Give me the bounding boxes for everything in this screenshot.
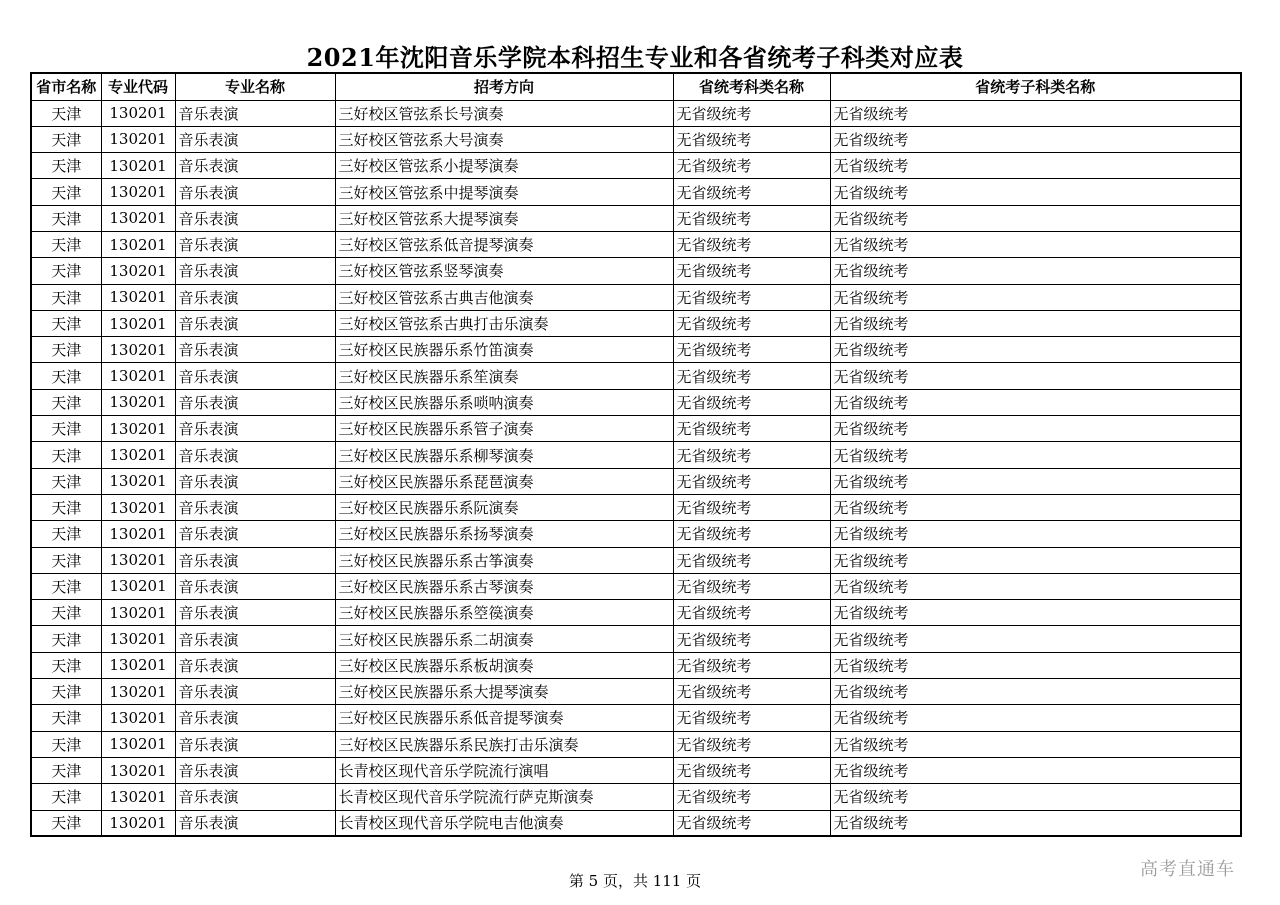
cell-subcategory: 无省级统考 [830,547,1241,573]
cell-code: 130201 [101,494,175,520]
page-number: 第 5 页，共 111 页 [568,872,702,890]
table-body [31,100,1241,836]
cell-major: 音乐表演 [175,284,335,310]
cell-code: 130201 [101,153,175,179]
cell-province: 天津 [31,416,101,442]
cell-major: 音乐表演 [175,442,335,468]
cell-subcategory: 无省级统考 [830,416,1241,442]
cell-province: 天津 [31,521,101,547]
cell-direction: 三好校区管弦系中提琴演奏 [335,179,673,205]
table-row [31,784,1241,810]
cell-category: 无省级统考 [673,679,830,705]
cell-province: 天津 [31,310,101,336]
cell-subcategory: 无省级统考 [830,731,1241,757]
cell-province: 天津 [31,547,101,573]
cell-major: 音乐表演 [175,521,335,547]
cell-major: 音乐表演 [175,679,335,705]
cell-major: 音乐表演 [175,205,335,231]
cell-province: 天津 [31,258,101,284]
table-row [31,231,1241,257]
cell-subcategory: 无省级统考 [830,573,1241,599]
column-header-code: 专业代码 [101,73,175,100]
cell-code: 130201 [101,389,175,415]
cell-category: 无省级统考 [673,573,830,599]
table-row [31,731,1241,757]
cell-major: 音乐表演 [175,547,335,573]
cell-major: 音乐表演 [175,416,335,442]
table-row [31,205,1241,231]
cell-code: 130201 [101,757,175,783]
cell-code: 130201 [101,705,175,731]
cell-subcategory: 无省级统考 [830,126,1241,152]
cell-category: 无省级统考 [673,521,830,547]
cell-province: 天津 [31,337,101,363]
cell-category: 无省级统考 [673,310,830,336]
cell-category: 无省级统考 [673,705,830,731]
cell-province: 天津 [31,205,101,231]
cell-direction: 长青校区现代音乐学院流行演唱 [335,757,673,783]
cell-direction: 三好校区民族器乐系板胡演奏 [335,652,673,678]
cell-subcategory: 无省级统考 [830,231,1241,257]
cell-subcategory: 无省级统考 [830,258,1241,284]
cell-major: 音乐表演 [175,705,335,731]
table-row [31,258,1241,284]
cell-category: 无省级统考 [673,442,830,468]
cell-major: 音乐表演 [175,573,335,599]
cell-category: 无省级统考 [673,494,830,520]
cell-province: 天津 [31,705,101,731]
column-header-direction: 招考方向 [335,73,673,100]
cell-direction: 三好校区民族器乐系竹笛演奏 [335,337,673,363]
cell-direction: 三好校区民族器乐系民族打击乐演奏 [335,731,673,757]
cell-subcategory: 无省级统考 [830,521,1241,547]
cell-category: 无省级统考 [673,363,830,389]
cell-category: 无省级统考 [673,784,830,810]
cell-major: 音乐表演 [175,652,335,678]
cell-code: 130201 [101,310,175,336]
table-row [31,600,1241,626]
cell-code: 130201 [101,468,175,494]
cell-subcategory: 无省级统考 [830,153,1241,179]
cell-major: 音乐表演 [175,731,335,757]
cell-subcategory: 无省级统考 [830,389,1241,415]
watermark-text: 高考直通车 [1140,859,1235,880]
cell-direction: 三好校区民族器乐系箜篌演奏 [335,600,673,626]
cell-subcategory: 无省级统考 [830,337,1241,363]
cell-subcategory: 无省级统考 [830,310,1241,336]
table-row [31,416,1241,442]
cell-major: 音乐表演 [175,179,335,205]
cell-major: 音乐表演 [175,757,335,783]
table-row [31,363,1241,389]
cell-subcategory: 无省级统考 [830,600,1241,626]
cell-subcategory: 无省级统考 [830,757,1241,783]
cell-province: 天津 [31,179,101,205]
cell-province: 天津 [31,153,101,179]
table-row [31,337,1241,363]
cell-code: 130201 [101,652,175,678]
cell-major: 音乐表演 [175,126,335,152]
cell-major: 音乐表演 [175,363,335,389]
cell-major: 音乐表演 [175,310,335,336]
cell-province: 天津 [31,494,101,520]
table-row [31,679,1241,705]
cell-province: 天津 [31,626,101,652]
table-row [31,810,1241,836]
column-header-major: 专业名称 [175,73,335,100]
column-header-province: 省市名称 [31,73,101,100]
cell-code: 130201 [101,363,175,389]
cell-major: 音乐表演 [175,600,335,626]
cell-direction: 三好校区管弦系大号演奏 [335,126,673,152]
cell-direction: 三好校区民族器乐系阮演奏 [335,494,673,520]
cell-code: 130201 [101,600,175,626]
cell-province: 天津 [31,231,101,257]
cell-direction: 长青校区现代音乐学院电吉他演奏 [335,810,673,836]
cell-major: 音乐表演 [175,258,335,284]
table-row [31,389,1241,415]
cell-code: 130201 [101,416,175,442]
table-row [31,153,1241,179]
cell-subcategory: 无省级统考 [830,652,1241,678]
cell-province: 天津 [31,468,101,494]
table-row [31,468,1241,494]
cell-major: 音乐表演 [175,337,335,363]
cell-subcategory: 无省级统考 [830,494,1241,520]
cell-code: 130201 [101,784,175,810]
cell-direction: 三好校区民族器乐系古筝演奏 [335,547,673,573]
cell-major: 音乐表演 [175,153,335,179]
cell-code: 130201 [101,679,175,705]
cell-subcategory: 无省级统考 [830,679,1241,705]
table-row [31,310,1241,336]
cell-direction: 三好校区管弦系长号演奏 [335,100,673,126]
table-row [31,757,1241,783]
cell-major: 音乐表演 [175,468,335,494]
cell-code: 130201 [101,810,175,836]
cell-code: 130201 [101,126,175,152]
cell-major: 音乐表演 [175,100,335,126]
cell-province: 天津 [31,363,101,389]
cell-province: 天津 [31,757,101,783]
cell-province: 天津 [31,810,101,836]
cell-category: 无省级统考 [673,153,830,179]
cell-category: 无省级统考 [673,100,830,126]
cell-province: 天津 [31,284,101,310]
cell-direction: 三好校区管弦系古典打击乐演奏 [335,310,673,336]
cell-category: 无省级统考 [673,126,830,152]
cell-province: 天津 [31,652,101,678]
column-header-subcategory: 省统考子科类名称 [830,73,1241,100]
cell-code: 130201 [101,573,175,599]
cell-direction: 三好校区民族器乐系笙演奏 [335,363,673,389]
cell-code: 130201 [101,258,175,284]
cell-category: 无省级统考 [673,731,830,757]
cell-direction: 三好校区民族器乐系古琴演奏 [335,573,673,599]
cell-code: 130201 [101,521,175,547]
correspondence-table [30,72,1242,837]
cell-province: 天津 [31,389,101,415]
cell-category: 无省级统考 [673,416,830,442]
cell-direction: 三好校区管弦系古典吉他演奏 [335,284,673,310]
cell-category: 无省级统考 [673,258,830,284]
table-row [31,573,1241,599]
cell-major: 音乐表演 [175,626,335,652]
cell-subcategory: 无省级统考 [830,100,1241,126]
cell-category: 无省级统考 [673,626,830,652]
cell-category: 无省级统考 [673,284,830,310]
table-row [31,179,1241,205]
cell-subcategory: 无省级统考 [830,284,1241,310]
cell-direction: 三好校区管弦系大提琴演奏 [335,205,673,231]
cell-category: 无省级统考 [673,337,830,363]
cell-province: 天津 [31,600,101,626]
cell-subcategory: 无省级统考 [830,468,1241,494]
document-title: 2021年沈阳音乐学院本科招生专业和各省统考子科类对应表 [306,43,964,72]
cell-category: 无省级统考 [673,757,830,783]
cell-major: 音乐表演 [175,389,335,415]
cell-category: 无省级统考 [673,652,830,678]
table-row [31,100,1241,126]
cell-category: 无省级统考 [673,389,830,415]
cell-direction: 三好校区民族器乐系柳琴演奏 [335,442,673,468]
cell-province: 天津 [31,100,101,126]
column-header-category: 省统考科类名称 [673,73,830,100]
table-row [31,494,1241,520]
cell-code: 130201 [101,100,175,126]
table-header-row [31,73,1241,100]
table-row [31,284,1241,310]
cell-province: 天津 [31,573,101,599]
cell-direction: 三好校区民族器乐系扬琴演奏 [335,521,673,547]
table-row [31,442,1241,468]
cell-subcategory: 无省级统考 [830,810,1241,836]
cell-direction: 三好校区管弦系低音提琴演奏 [335,231,673,257]
cell-code: 130201 [101,337,175,363]
cell-category: 无省级统考 [673,810,830,836]
cell-code: 130201 [101,731,175,757]
cell-major: 音乐表演 [175,494,335,520]
cell-province: 天津 [31,784,101,810]
cell-subcategory: 无省级统考 [830,179,1241,205]
cell-province: 天津 [31,126,101,152]
table-row [31,126,1241,152]
cell-category: 无省级统考 [673,468,830,494]
cell-subcategory: 无省级统考 [830,363,1241,389]
cell-direction: 长青校区现代音乐学院流行萨克斯演奏 [335,784,673,810]
cell-direction: 三好校区民族器乐系唢呐演奏 [335,389,673,415]
cell-code: 130201 [101,284,175,310]
cell-subcategory: 无省级统考 [830,705,1241,731]
cell-major: 音乐表演 [175,231,335,257]
table-row [31,626,1241,652]
cell-category: 无省级统考 [673,231,830,257]
cell-category: 无省级统考 [673,547,830,573]
cell-subcategory: 无省级统考 [830,442,1241,468]
cell-code: 130201 [101,205,175,231]
cell-category: 无省级统考 [673,600,830,626]
cell-code: 130201 [101,179,175,205]
cell-subcategory: 无省级统考 [830,626,1241,652]
cell-major: 音乐表演 [175,784,335,810]
cell-province: 天津 [31,679,101,705]
cell-category: 无省级统考 [673,205,830,231]
cell-code: 130201 [101,547,175,573]
cell-province: 天津 [31,731,101,757]
cell-province: 天津 [31,442,101,468]
cell-direction: 三好校区民族器乐系管子演奏 [335,416,673,442]
table-row [31,521,1241,547]
cell-direction: 三好校区民族器乐系琵琶演奏 [335,468,673,494]
table-row [31,705,1241,731]
cell-code: 130201 [101,626,175,652]
table-row [31,652,1241,678]
cell-code: 130201 [101,231,175,257]
cell-code: 130201 [101,442,175,468]
cell-direction: 三好校区民族器乐系二胡演奏 [335,626,673,652]
cell-subcategory: 无省级统考 [830,784,1241,810]
cell-category: 无省级统考 [673,179,830,205]
cell-direction: 三好校区管弦系竖琴演奏 [335,258,673,284]
cell-direction: 三好校区管弦系小提琴演奏 [335,153,673,179]
cell-subcategory: 无省级统考 [830,205,1241,231]
cell-direction: 三好校区民族器乐系大提琴演奏 [335,679,673,705]
cell-direction: 三好校区民族器乐系低音提琴演奏 [335,705,673,731]
table-row [31,547,1241,573]
cell-major: 音乐表演 [175,810,335,836]
